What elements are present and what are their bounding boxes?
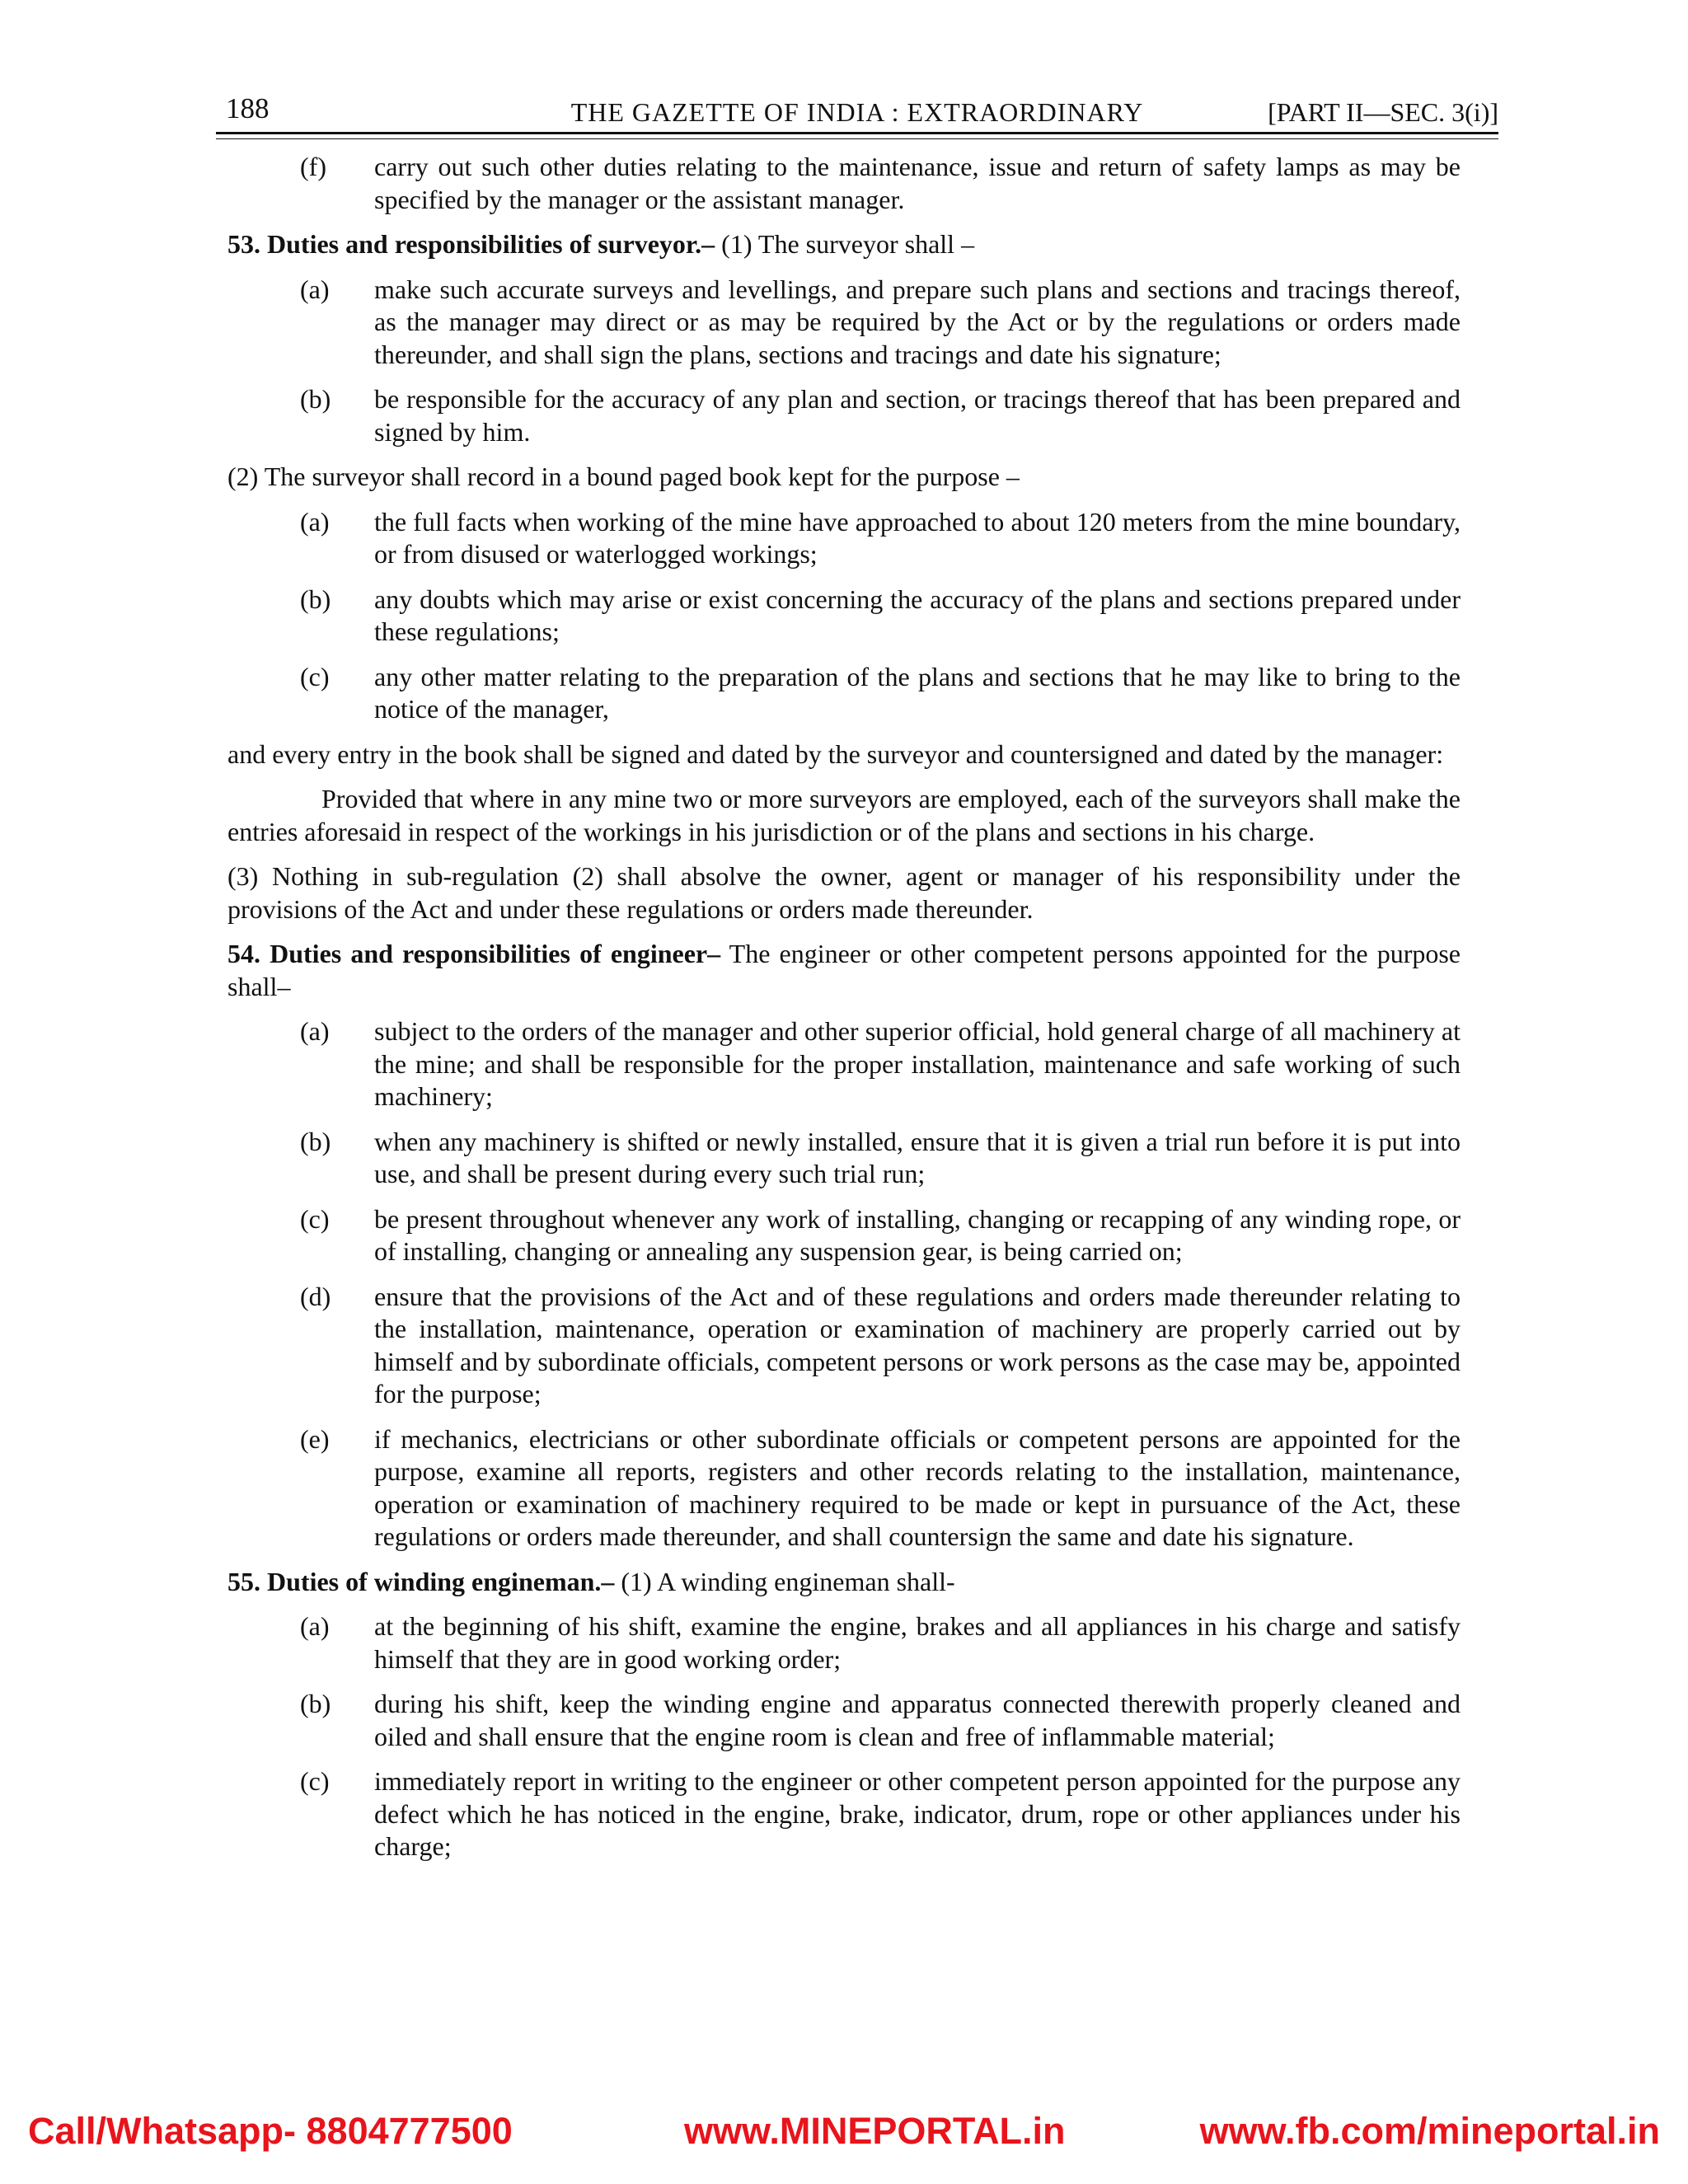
regulation-55-intro [227, 1566, 1461, 1599]
clause-text: be present throughout whenever any work of installing, changing or recapping of any winding rope, or of installing, changing or annealing any suspension gear, is being carried on; [374, 1203, 1461, 1266]
clause-label: (b) [300, 1126, 331, 1156]
sub-regulation-3: (3) Nothing in sub-regulation (2) shall absolve the owner, agent or manager of his responsibility under the provisions of the Act and under these regulations or orders made thereunder. [227, 861, 1461, 924]
clause-item [227, 583, 1461, 649]
clause-label: (b) [300, 583, 331, 614]
clause-item [227, 1203, 1461, 1268]
clause-item [227, 1126, 1461, 1191]
clause-text: make such accurate surveys and levellings, and prepare such plans and sections and tracings thereof, as the manager may direct or as may be required by the Act or by the regulations or orders made thereunder, and shall sign the plans, sections and tracings and date his signature; [374, 274, 1461, 369]
clause-item [227, 1423, 1461, 1554]
clause-text: when any machinery is shifted or newly installed, ensure that it is given a trial run before it is put into use, and shall be present during every such trial run; [374, 1126, 1461, 1188]
promo-footer [28, 2110, 1665, 2159]
clause-text: carry out such other duties relating to the maintenance, issue and return of safety lamps as may be specified by the manager or the assistant manager. [374, 152, 1461, 214]
proviso-paragraph: Provided that where in any mine two or more surveyors are employed, each of the surveyors shall make the entries aforesaid in respect of the workings in his jurisdiction or of the plans and sections in his charge. [227, 784, 1461, 846]
regulation-55-heading: 55. Duties of winding engineman.– [227, 1566, 615, 1596]
closing-paragraph: and every entry in the book shall be signed and dated by the surveyor and countersigned and dated by the manager: [227, 738, 1444, 769]
clause-item [227, 383, 1461, 448]
clause-item [227, 1765, 1461, 1863]
clause-text: be responsible for the accuracy of any plan and section, or tracings thereof that has been prepared and signed by him. [374, 384, 1461, 447]
document-body [227, 151, 1461, 1876]
regulation-54-intro [227, 938, 1461, 1003]
contact-phone: Call/Whatsapp- 8804777500 [28, 2110, 513, 2152]
clause-item [227, 506, 1461, 571]
clause-label: (a) [300, 1016, 330, 1046]
regulation-55-lead: (1) A winding engineman shall- [614, 1566, 955, 1596]
gazette-title: THE GAZETTE OF INDIA : EXTRAORDINARY [570, 97, 1144, 127]
clause-label: (f) [300, 152, 326, 181]
website-link[interactable]: www.MINEPORTAL.in [684, 2110, 1066, 2152]
clause-label: (a) [300, 274, 330, 304]
facebook-link[interactable]: www.fb.com/mineportal.in [1199, 2110, 1660, 2152]
regulation-53-lead: (1) The surveyor shall – [715, 229, 975, 259]
header-rule-thick [216, 132, 1498, 134]
page-number: 188 [226, 92, 270, 124]
page-header [216, 92, 1498, 134]
clause-item [227, 1281, 1461, 1411]
regulation-54-lead: The engineer or other competent persons appointed for the purpose shall– [227, 939, 1461, 1001]
regulation-53-intro [227, 228, 1461, 261]
clause-text: any doubts which may arise or exist concerning the accuracy of the plans and sections prepared under these regulations; [374, 583, 1461, 646]
clause-label: (c) [300, 1766, 330, 1796]
clause-text: immediately report in writing to the engineer or other competent person appointed for the purpose any defect which he has noticed in the engine, brake, indicator, drum, rope or other appliances under his charge; [374, 1766, 1461, 1861]
clause-item [227, 1015, 1461, 1113]
clause-item [227, 274, 1461, 372]
clause-label: (b) [300, 384, 331, 414]
clause-item [227, 1688, 1461, 1753]
clause-text: during his shift, keep the winding engine and apparatus connected therewith properly cleaned and oiled and shall ensure that the engine room is clean and free of inflammable material; [374, 1689, 1461, 1751]
clause-label: (c) [300, 661, 330, 691]
clause-text: any other matter relating to the preparation of the plans and sections that he may like to bring to the notice of the manager, [374, 661, 1461, 724]
clause-item [227, 1610, 1461, 1675]
regulation-54-heading: 54. Duties and responsibilities of engineer– [227, 939, 721, 968]
header-rule-thin [216, 138, 1498, 139]
clause-label: (c) [300, 1203, 330, 1234]
regulation-53-heading: 53. Duties and responsibilities of surveyor.– [227, 229, 715, 259]
clause-item [227, 661, 1461, 726]
clause-label: (a) [300, 1611, 330, 1641]
clause-text: the full facts when working of the mine have approached to about 120 meters from the mine boundary, or from disused or waterlogged workings; [374, 506, 1461, 569]
clause-label: (a) [300, 506, 330, 537]
clause-text: at the beginning of his shift, examine the engine, brakes and all appliances in his charge and satisfy himself that they are in good working order; [374, 1611, 1461, 1674]
clause-text: ensure that the provisions of the Act and of these regulations and orders made thereunder relating to the installation, maintenance, operation or examination of machinery are properly carried out by himself and by subordinate officials, competent persons or work persons as the case may be, appointed for the purpose; [374, 1281, 1461, 1408]
part-section: [PART II—SEC. 3(i)] [1268, 97, 1498, 127]
clause-label: (b) [300, 1689, 331, 1718]
clause-label: (d) [300, 1281, 331, 1311]
clause-label: (e) [300, 1423, 330, 1454]
clause-item [227, 151, 1461, 216]
clause-text: subject to the orders of the manager and other superior official, hold general charge of all machinery at the mine; and shall be responsible for the proper installation, maintenance and safe working of such machinery; [374, 1016, 1461, 1111]
sub-regulation-2: (2) The surveyor shall record in a bound paged book kept for the purpose – [227, 462, 1020, 491]
clause-text: if mechanics, electricians or other subordinate officials or competent persons are appointed for the purpose, examine all reports, registers and other records relating to the installation, maintenance, operation or examination of machinery required to be made or kept in pursuance of the Act, these regulations or orders made thereunder, and shall countersign the same and date his signature. [374, 1423, 1461, 1551]
